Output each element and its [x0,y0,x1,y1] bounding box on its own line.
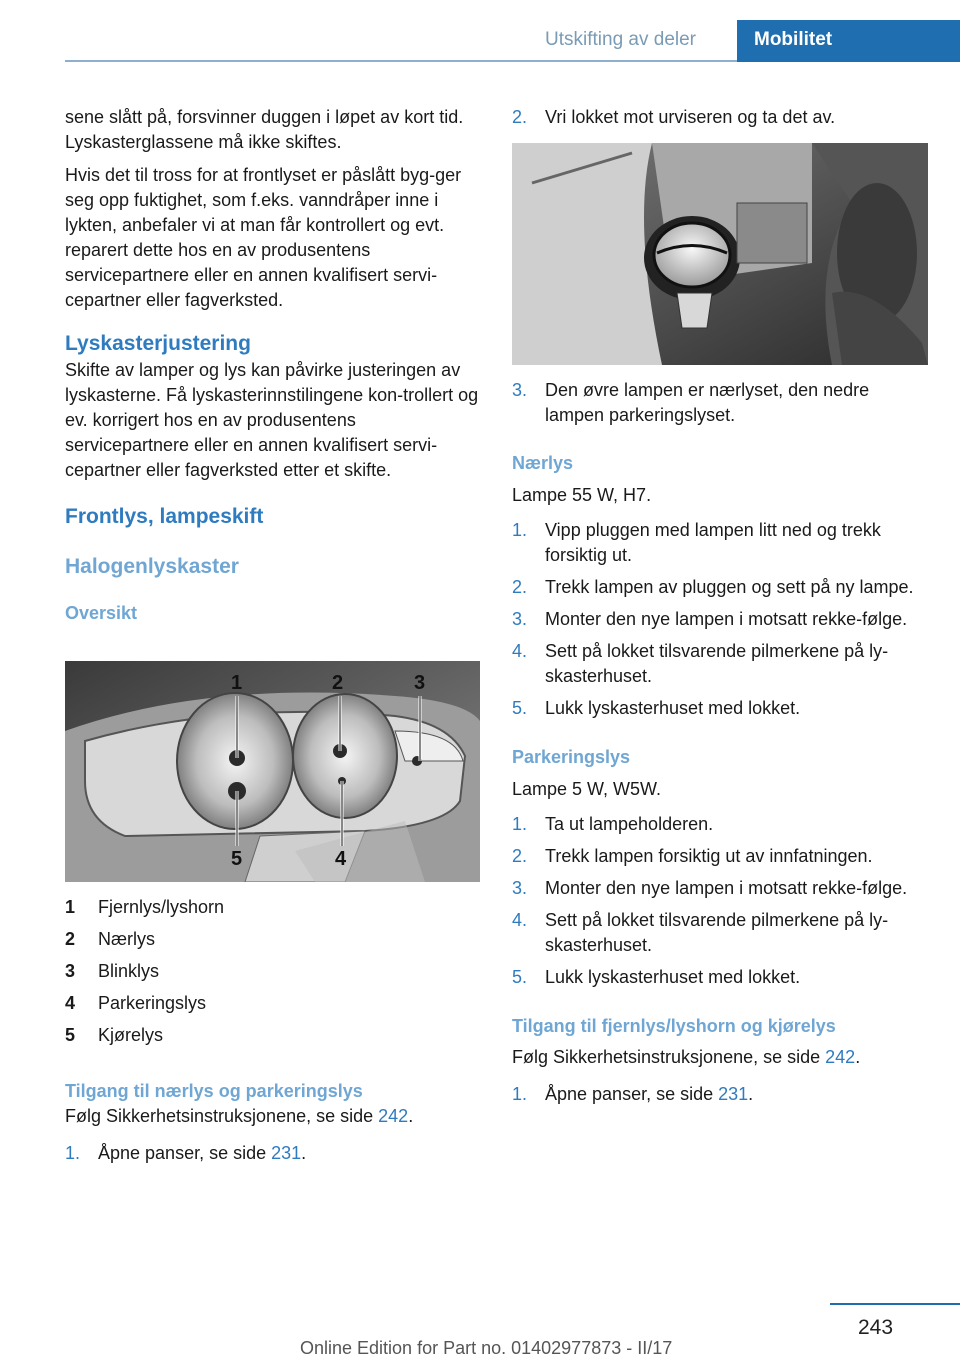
page-number: 243 [858,1316,894,1339]
heading-naerlys: Nærlys [512,453,574,473]
step-item [512,105,928,130]
step-item [512,575,928,600]
step-number: 2. [512,577,528,597]
step-text: Vipp pluggen med lampen litt ned og trekk forsiktig ut. [545,520,881,565]
header-chapter-tab[interactable]: Mobilitet [737,20,960,62]
legend-number: 4 [65,993,76,1013]
step-text: Sett på lokket tilsvarende pilmerkene på ly‐skasterhuset. [545,910,889,955]
legend-number: 3 [65,961,76,981]
legend-text: Fjernlys/lyshorn [98,897,225,917]
legend-item [65,959,483,984]
legend-number: 5 [65,1025,76,1045]
step-number: 5. [512,698,528,718]
legend-item [65,895,483,920]
legend-item [65,927,483,952]
right-column [512,378,928,1107]
step-number: 3. [512,380,528,400]
step-number: 2. [512,846,528,866]
left-column-lower [65,895,483,1166]
step-text: Monter den nye lampen i motsatt rekke‐følge. [545,609,908,629]
heading-tilgang-fjernlys: Tilgang til fjernlys/lyshorn og kjørelys [512,1016,836,1036]
step-number: 1. [65,1143,81,1163]
legend-text: Blinklys [98,961,160,981]
engine-bay-illustration [512,143,928,365]
step-item [512,607,928,632]
step-item [512,639,928,689]
step-item: 1. Åpne panser, se side 231. [65,1141,483,1166]
step-text: Lukk lyskasterhuset med lokket. [545,967,801,987]
legend-text: Nærlys [98,929,155,949]
header-section-title: Utskifting av deler [545,29,697,50]
paragraph-safety-ref-2: Følg Sikkerhetsinstruksjonene, se side 242. [512,1047,861,1067]
legend-text: Parkeringslys [98,993,207,1013]
page-link-242[interactable]: 242 [378,1106,409,1126]
paragraph-safety-ref: Følg Sikkerhetsinstruksjonene, se side 242. [65,1106,414,1126]
step-number: 4. [512,641,528,661]
step-item [512,908,928,958]
heading-frontlys-lampeskift: Frontlys, lampeskift [65,505,264,528]
paragraph-justering: Skifte av lamper og lys kan påvirke justeringen av lyskasterne. Få lyskasterinnstilingene kon‐trollert og ev. korrigert hos en av produsentens servicepartnere eller en annen kvalifisert servi‐cepartner eller fagverksted etter et skifte. [65,360,479,480]
step-number: 3. [512,609,528,629]
step-text: Den øvre lampen er nærlyset, den nedre lampen parkeringslyset. [545,380,870,425]
legend-number: 2 [65,929,76,949]
step-item: 1. Åpne panser, se side 231. [512,1082,928,1107]
heading-oversikt: Oversikt [65,603,138,623]
heading-lyskasterjustering: Lyskasterjustering [65,332,251,355]
legend-number: 1 [65,897,76,917]
paragraph-moisture: Hvis det til tross for at frontlyset er påslått byg‐ger seg opp fuktighet, som f.eks. vanndråper inne i lykten, anbefaler vi at man får kontrollert og evt. reparert dette hos en av produsentens servicepartnere eller en annen kvalifisert servi‐cepartner eller fagverksted. [65,165,462,310]
parkering-lamp-spec: Lampe 5 W, W5W. [512,779,662,799]
engine-bay-image [512,143,928,365]
step-text: Vri lokket mot urviseren og ta det av. [545,107,836,127]
paragraph-condensation: sene slått på, forsvinner duggen i løpet av kort tid. Lyskasterglassene må ikke skiftes. [65,107,464,152]
callout-label-1: 1 [231,672,243,694]
heading-halogenlyskaster: Halogenlyskaster [65,555,239,578]
parkering-steps [512,812,928,990]
step-number: 5. [512,967,528,987]
legend-list [65,895,483,1048]
page-link-242[interactable]: 242 [825,1047,856,1067]
step-text: Trekk lampen av pluggen og sett på ny lampe. [545,577,914,597]
step-item [512,812,928,837]
headlight-overview-image [65,661,480,882]
legend-text: Kjørelys [98,1025,164,1045]
step-item [512,696,928,721]
footer-divider [830,1303,960,1305]
step-number: 4. [512,910,528,930]
callout-label-5: 5 [231,848,243,870]
edition-footer: Online Edition for Part no. 01402977873 - II/17 [300,1338,673,1358]
header-divider [65,60,737,62]
step-text: Sett på lokket tilsvarende pilmerkene på ly‐skasterhuset. [545,641,889,686]
step-number: 3. [512,878,528,898]
naerlys-lamp-spec: Lampe 55 W, H7. [512,485,652,505]
step-text: Monter den nye lampen i motsatt rekke‐følge. [545,878,908,898]
page-link-231[interactable]: 231 [271,1143,302,1163]
step-item [512,378,928,428]
step-text: Lukk lyskasterhuset med lokket. [545,698,801,718]
callout-label-3: 3 [414,672,426,694]
headlight-illustration [65,661,480,882]
step-number: 1. [512,1084,528,1104]
heading-parkeringslys: Parkeringslys [512,747,631,767]
right-column-top [512,105,928,130]
naerlys-steps [512,518,928,721]
page-link-231[interactable]: 231 [718,1084,749,1104]
step-text: Trekk lampen forsiktig ut av innfatningen. [545,846,873,866]
step-number: 2. [512,107,528,127]
step-number: 1. [512,520,528,540]
legend-item [65,1023,483,1048]
heading-tilgang-naerlys: Tilgang til nærlys og parkeringslys [65,1081,363,1101]
callout-label-2: 2 [332,672,344,694]
step-item [512,518,928,568]
step-item [512,965,928,990]
legend-item [65,991,483,1016]
left-column [65,105,483,626]
step-item [512,876,928,901]
step-item [512,844,928,869]
step-text: Ta ut lampeholderen. [545,814,714,834]
callout-label-4: 4 [335,848,347,870]
step-number: 1. [512,814,528,834]
